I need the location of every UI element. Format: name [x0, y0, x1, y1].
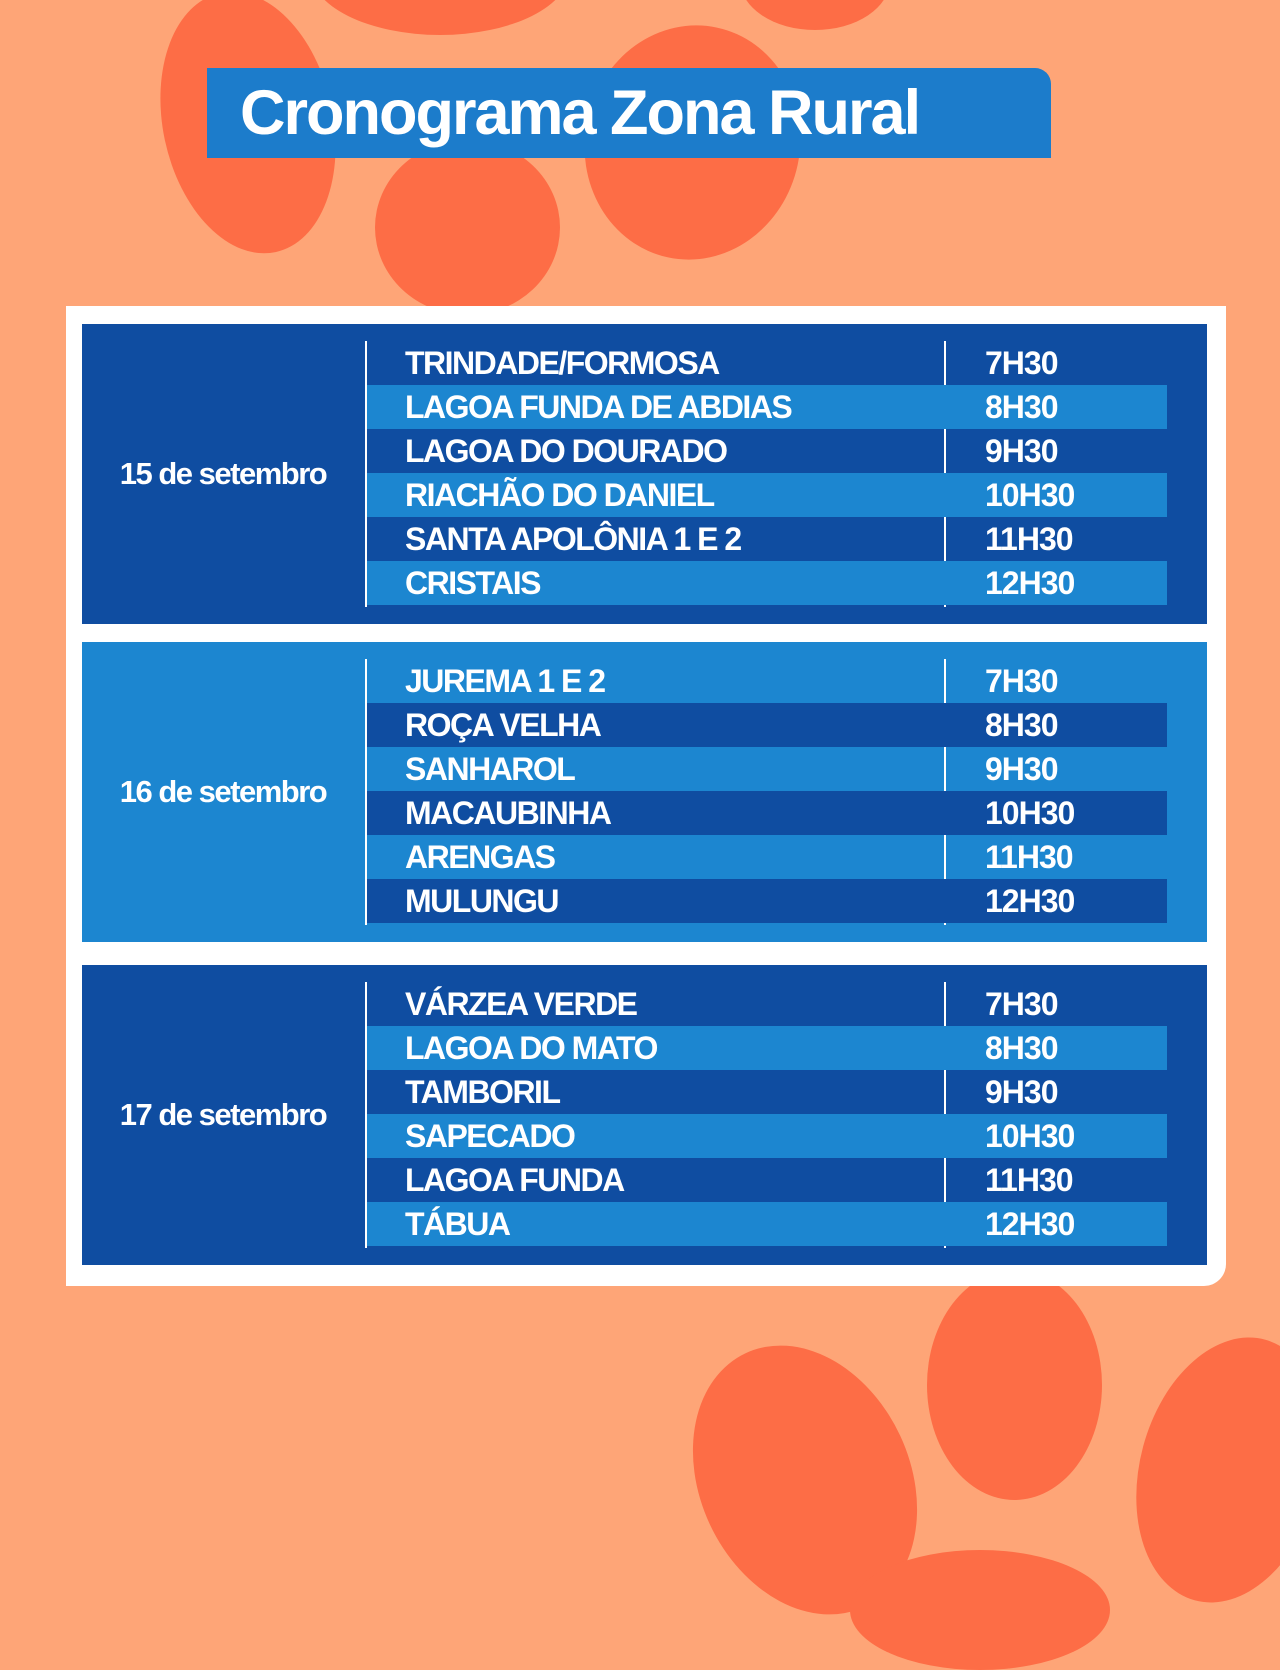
schedule-row	[367, 747, 1167, 791]
paw-print-shape	[375, 140, 560, 315]
time-value: 11H30	[985, 1161, 1073, 1198]
time-value: 12H30	[985, 564, 1075, 601]
location-name: LAGOA FUNDA	[405, 1161, 624, 1198]
location-name: ROÇA VELHA	[405, 706, 601, 743]
paw-print-shape	[1108, 1316, 1280, 1623]
time-value: 10H30	[985, 1117, 1075, 1154]
day-label: 17 de setembro	[119, 1097, 327, 1132]
time-value: 8H30	[985, 388, 1058, 425]
location-name: VÁRZEA VERDE	[405, 985, 637, 1022]
location-name: TAMBORIL	[405, 1073, 560, 1110]
location-name: CRISTAIS	[405, 564, 540, 601]
time-value: 10H30	[985, 476, 1075, 513]
schedule-row	[367, 473, 1167, 517]
schedule-row	[367, 1158, 1167, 1202]
page-title: Cronograma Zona Rural	[240, 78, 920, 148]
schedule-row	[367, 879, 1167, 923]
location-name: LAGOA DO DOURADO	[405, 432, 727, 469]
location-name: SANTA APOLÔNIA 1 E 2	[405, 520, 741, 557]
schedule-row	[367, 385, 1167, 429]
schedule-row	[367, 791, 1167, 835]
schedule-row	[367, 703, 1167, 747]
location-name: LAGOA FUNDA DE ABDIAS	[405, 388, 792, 425]
location-name: RIACHÃO DO DANIEL	[405, 476, 714, 513]
day-block-16-setembro	[82, 642, 1207, 942]
location-name: TRINDADE/FORMOSA	[405, 344, 719, 381]
time-value: 9H30	[985, 750, 1058, 787]
location-name: SANHAROL	[405, 750, 575, 787]
title-banner	[207, 68, 1051, 158]
paw-print-shape	[850, 1550, 1110, 1670]
schedule-row	[367, 1202, 1167, 1246]
time-value: 10H30	[985, 794, 1075, 831]
location-name: TÁBUA	[405, 1205, 510, 1242]
time-value: 7H30	[985, 344, 1058, 381]
day-label: 15 de setembro	[119, 456, 327, 491]
time-value: 7H30	[985, 985, 1058, 1022]
schedule-row	[367, 341, 1167, 385]
time-value: 9H30	[985, 1073, 1058, 1110]
location-name: JUREMA 1 E 2	[405, 662, 605, 699]
time-value: 11H30	[985, 520, 1073, 557]
schedule-card	[66, 306, 1226, 1286]
schedule-row	[367, 659, 1167, 703]
schedule-row	[367, 1070, 1167, 1114]
paw-print-shape	[740, 0, 890, 30]
day-block-17-setembro	[82, 965, 1207, 1265]
time-value: 7H30	[985, 662, 1058, 699]
paw-print-shape	[310, 0, 570, 35]
schedule-row	[367, 835, 1167, 879]
location-name: ARENGAS	[405, 838, 555, 875]
day-block-15-setembro	[82, 324, 1207, 624]
schedule-row	[367, 982, 1167, 1026]
day-label: 16 de setembro	[119, 774, 327, 809]
schedule-row	[367, 429, 1167, 473]
time-value: 12H30	[985, 1205, 1075, 1242]
time-value: 9H30	[985, 432, 1058, 469]
time-value: 12H30	[985, 882, 1075, 919]
time-value: 8H30	[985, 706, 1058, 743]
location-name: SAPECADO	[405, 1117, 575, 1154]
schedule-row	[367, 1026, 1167, 1070]
schedule-row	[367, 1114, 1167, 1158]
paw-print-shape	[927, 1270, 1102, 1500]
time-value: 8H30	[985, 1029, 1058, 1066]
schedule-row	[367, 517, 1167, 561]
location-name: MULUNGU	[405, 882, 559, 919]
schedule-row	[367, 561, 1167, 605]
location-name: LAGOA DO MATO	[405, 1029, 657, 1066]
time-value: 11H30	[985, 838, 1073, 875]
location-name: MACAUBINHA	[405, 794, 611, 831]
